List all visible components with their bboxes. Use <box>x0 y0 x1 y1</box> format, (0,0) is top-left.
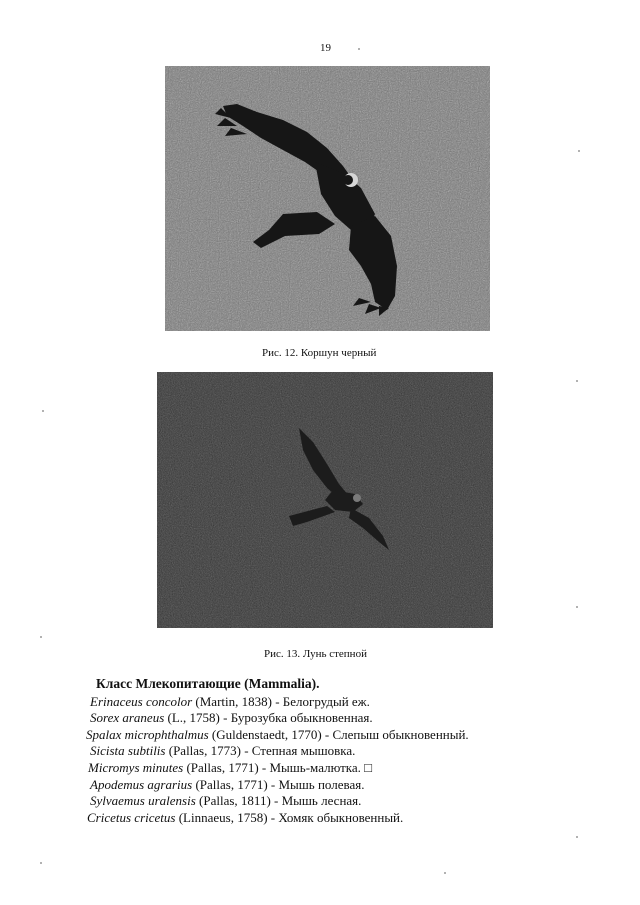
scan-speck <box>40 636 42 638</box>
scan-speck <box>578 150 580 152</box>
scan-speck <box>444 872 446 874</box>
species-description: (Linnaeus, 1758) - Хомяк обыкновенный. <box>175 809 404 825</box>
figure-13-caption: Рис. 13. Лунь степной <box>264 648 367 660</box>
scan-speck <box>576 836 578 838</box>
scan-speck <box>576 380 578 382</box>
species-entry <box>90 694 610 711</box>
species-entry <box>90 710 610 727</box>
species-latin-name: Erinaceus concolor <box>90 693 193 709</box>
species-latin-name: Sorex araneus <box>90 710 165 726</box>
species-latin-name: Sicista subtilis <box>90 743 166 759</box>
species-entry <box>88 760 610 777</box>
black-kite-photo <box>165 66 490 331</box>
species-entry <box>90 743 610 760</box>
species-description: (Pallas, 1771) - Мышь-малютка. □ <box>183 759 373 775</box>
scan-speck <box>42 410 44 412</box>
species-list <box>86 693 610 827</box>
steppe-harrier-photo <box>157 372 493 628</box>
species-latin-name: Cricetus cricetus <box>87 809 176 825</box>
species-entry <box>87 810 610 827</box>
mammal-class-title: Класс Млекопитающие (Mammalia). <box>96 676 320 691</box>
scan-speck <box>358 48 360 50</box>
species-description: (Martin, 1838) - Белогрудый еж. <box>192 693 370 709</box>
figure-12-caption: Рис. 12. Коршун черный <box>262 347 377 359</box>
species-description: (L., 1758) - Бурозубка обыкновенная. <box>164 710 373 726</box>
species-latin-name: Micromys minutes <box>88 759 184 775</box>
page-number: 19 <box>320 42 331 54</box>
species-description: (Guldenstaedt, 1770) - Слепыш обыкновенный. <box>208 726 469 742</box>
species-description: (Pallas, 1811) - Мышь лесная. <box>195 793 362 809</box>
species-entry <box>90 793 610 810</box>
mammal-species-section <box>86 676 610 826</box>
scan-speck <box>576 606 578 608</box>
species-latin-name: Sylvaemus uralensis <box>90 793 196 809</box>
species-entry <box>86 727 610 744</box>
scan-speck <box>40 862 42 864</box>
species-latin-name: Spalax microphthalmus <box>86 726 209 742</box>
species-description: (Pallas, 1773) - Степная мышовка. <box>165 743 356 759</box>
species-description: (Pallas, 1771) - Мышь полевая. <box>192 776 365 792</box>
species-entry <box>90 777 610 794</box>
species-latin-name: Apodemus agrarius <box>90 776 193 792</box>
